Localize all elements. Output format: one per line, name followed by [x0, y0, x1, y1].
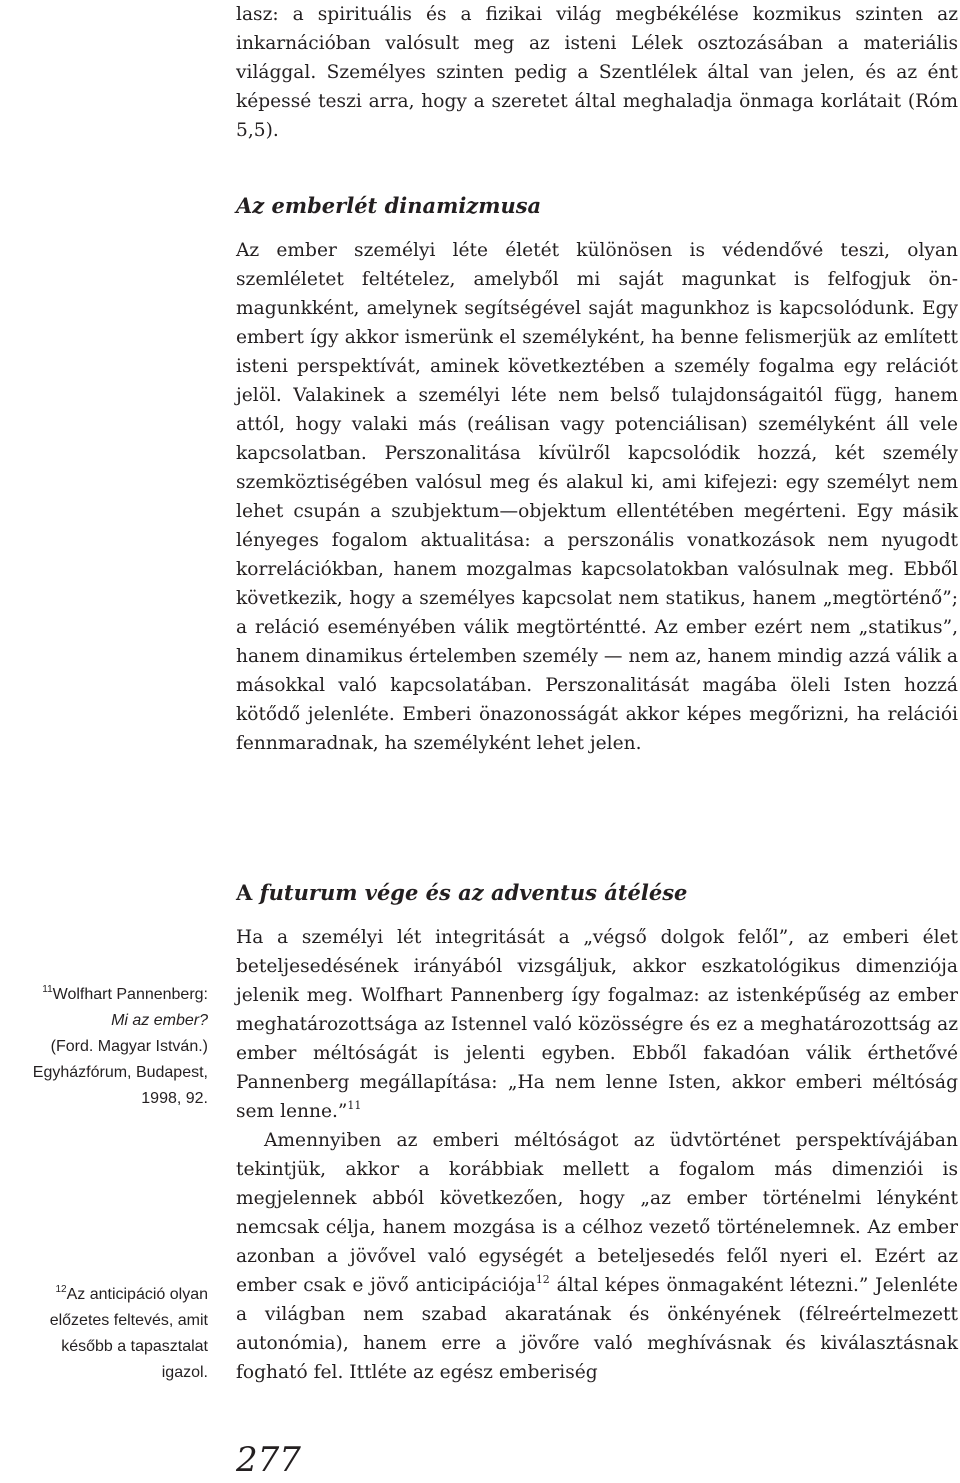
section-body-dynamism	[236, 236, 958, 758]
heading-rest: futurum vége és az adventus átélése	[252, 880, 688, 905]
footnote-11-number: 11	[42, 984, 53, 995]
footnote-11-author: Wolfhart Pannenberg:	[52, 986, 208, 1003]
footnote-12-number: 12	[55, 1284, 67, 1295]
section1-paragraph: Az ember személyi léte életét különösen is védendővé teszi, olyan szemléletet feltételez, amelyből mi saját magunkat is felfogjuk önmagunkként, amelynek segítségével saját magunkhoz is kapcsolódunk. Egy embert így akkor ismerünk el személyként, ha benne felismerjük az említett isteni perspektívát, aminek következtében a személy fogalma egy relációt jelöl. Valakinek a személyi léte nem belső tulajdonságaitól függ, hanem attól, hogy valaki más (reálisan vagy potenciálisan) személyként áll vele kapcsolatban. Perszonalitása kívülről kapcsolódik hozzá, két személy szemköztiségében valósul meg és alakul ki, ami kifejezi: egy személyt nem lehet csupán a szubjektum—objektum ellentétében megérteni. Egy másik lényeges fogalom aktualitása: a perszonális vonatkozások nem nyugodt korrelációkban, hanem mozgalmas kapcsolatokban valósulnak meg. Ebből következik, hogy a személyes kapcsolat nem statikus, hanem „megtörténő”; a reláció eseményében válik megtörténtté. Az ember ezért nem „statikus”, hanem dinamikus értelemben személy — nem az, hanem mindig azzá válik a másokkal való kapcsolatában. Perszonalitását magába öleli Isten hozzá kötődő jelenléte. Emberi önazonosságát akkor képes megőrizni, ha relációi fennmaradnak, ha személyként lehet jelen.	[236, 240, 958, 754]
section-heading-futurum	[236, 879, 958, 907]
footnote-11-title: Mi az ember?	[111, 1012, 208, 1029]
footnote-11-year: 1998, 92.	[141, 1090, 208, 1107]
footnote-11-line1	[8, 982, 208, 1008]
footnote-ref-12[interactable]: 12	[535, 1273, 550, 1286]
section2-paragraph-1	[236, 923, 958, 1126]
footnote-12-text-3: később a tapasztalat	[61, 1338, 208, 1355]
page-number: 277	[236, 1440, 301, 1480]
footnote-11-translator: (Ford. Magyar István.)	[50, 1038, 208, 1055]
footnote-12-text-4: igazol.	[161, 1364, 208, 1381]
footnote-12-line1	[8, 1282, 208, 1308]
heading-initial: A	[236, 880, 253, 905]
top-paragraph: lasz: a spirituális és a fizikai világ megbékélése kozmikus szinten az inkarnációban valósult meg az isteni Lélek osztozásában a materiális világgal. Személyes szinten pedig a Szentlélek által van jelen, és az ént képessé teszi arra, hogy a szeretet által meghaladja önmaga korlátait (Róm 5,5).	[236, 4, 958, 141]
section-heading-dynamism: Az emberlét dinamizmusa	[236, 193, 542, 218]
footnote-12	[8, 1282, 208, 1386]
footnote-ref-11[interactable]: 11	[347, 1099, 362, 1112]
section-body-futurum	[236, 923, 958, 1387]
section2-paragraph-2	[236, 1126, 958, 1387]
continued-text	[236, 0, 958, 145]
paragraph1-text: Ha a személyi lét integritását a „végső dolgok felől”, az emberi élet beteljesedésének irányából vizsgáljuk, akkor eszkatológikus dimenziója jelenik meg. Wolfhart Pannenberg így fogalmaz: az istenképűség az ember meghatározottsága az Istennel való közösségre és ez a meghatározottság az ember méltóságát is jelenti egyben. Ebből fakadóan válik érthetővé Pannenberg megállapítása: „Ha nem lenne Isten, akkor emberi méltóság sem lenne.”	[236, 927, 958, 1122]
footnote-12-text-1: Az anticipáció olyan	[66, 1286, 208, 1303]
footnote-11	[8, 982, 208, 1112]
footnote-12-text-2: előzetes feltevés, amit	[49, 1312, 208, 1329]
paragraph2-text-b: által képes önmagaként létezni.” Jelenléte a világban nem szabad akaratának és önkényének (félreértelmezett autonómia), hanem erre a jövőre való meghívásnak és kiválasztásnak fogható fel. Ittléte az egész emberiség	[236, 1275, 958, 1383]
footnote-11-publisher: Egyházfórum, Budapest,	[32, 1064, 208, 1081]
paragraph2-text-a: Amennyiben az emberi méltóságot az üdvtörténet perspektívájában tekintjük, akkor a korábbiak mellett a fogalom más dimenziói is megjelennek abból következően, hogy „az ember történelmi lényként nemcsak célja, hanem mozgása is a célhoz vezető történelemnek. Az ember azonban a jövővel való egységét a beteljesedés felől nyeri el. Ezért az ember csak e jövő anticipációja	[236, 1130, 958, 1296]
